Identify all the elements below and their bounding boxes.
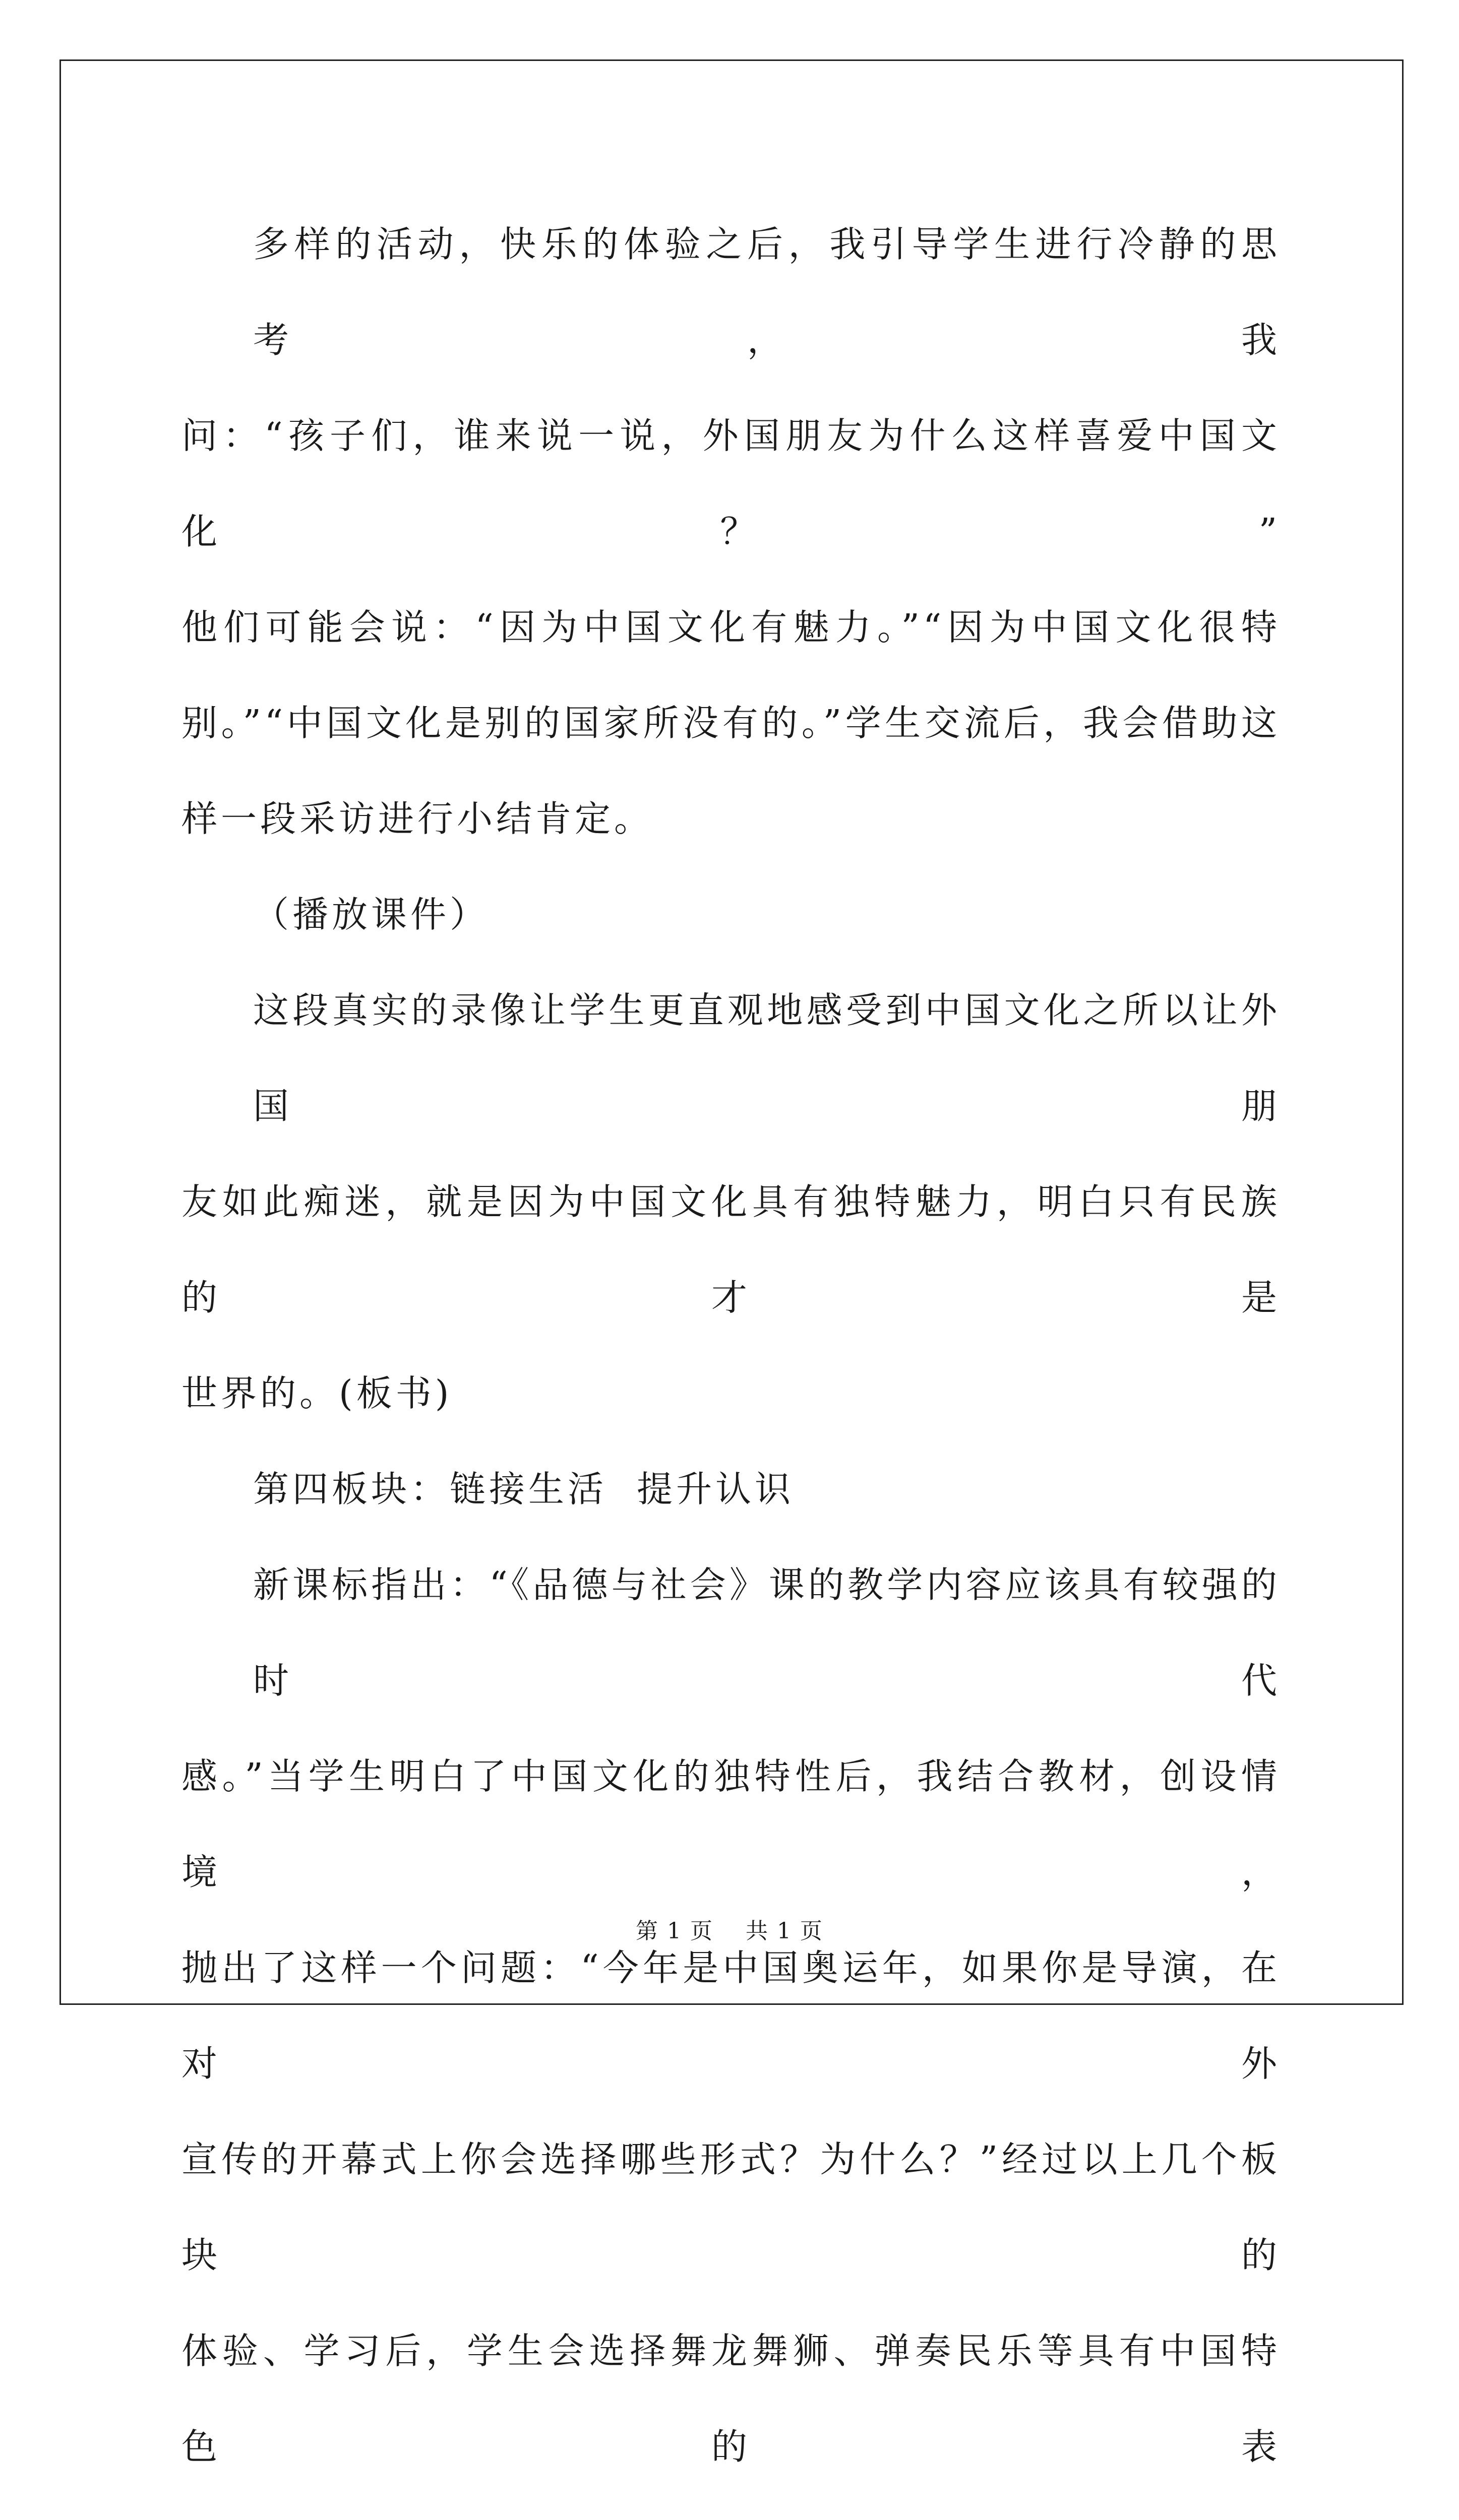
- text-line: （播放课件）: [253, 894, 490, 935]
- text-line: 世界的。(板书): [181, 1372, 453, 1414]
- page-footer: 第 1 页 共 1 页: [636, 1918, 823, 1944]
- text-line: 这段真实的录像让学生更直观地感受到中国文化之所以让外国朋: [253, 989, 1281, 1127]
- section-heading: [181, 1441, 1281, 1537]
- document-body: [181, 197, 1281, 2520]
- paragraph-1: [181, 197, 1281, 867]
- text-line: 友如此痴迷，就是因为中国文化具有独特魅力，明白只有民族的才是: [181, 1181, 1281, 1318]
- text-line: 多样的活动，快乐的体验之后，我引导学生进行冷静的思考，我: [253, 223, 1281, 361]
- text-line: 别。”“中国文化是别的国家所没有的。”学生交流后，我会借助这: [181, 702, 1281, 744]
- text-line: 问：“孩子们，谁来说一说，外国朋友为什么这样喜爱中国文化？”: [181, 415, 1281, 552]
- text-line: 抛出了这样一个问题：“今年是中国奥运年，如果你是导演，在对外: [181, 1947, 1281, 2085]
- text-line: [181, 2495, 1281, 2520]
- text-line: 感。”当学生明白了中国文化的独特性后，我结合教材，创设情境，: [181, 1755, 1281, 1893]
- paragraph-3: [181, 963, 1281, 1441]
- paragraph-2: [181, 867, 1281, 963]
- text-line: 他们可能会说：“因为中国文化有魅力。”“因为中国文化很特: [181, 606, 1281, 648]
- text-line: 样一段采访进行小结肯定。: [181, 798, 654, 840]
- text-line: 体验、学习后，学生会选择舞龙舞狮、弹奏民乐等具有中国特色的表: [181, 2330, 1281, 2468]
- paragraph-5: [181, 1537, 1281, 2520]
- text-line: 宣传的开幕式上你会选择哪些形式？为什么？”经过以上几个板块的: [181, 2138, 1281, 2276]
- text-line: 新课标指出：“《品德与社会》课的教学内容应该具有较强的时代: [253, 1564, 1281, 1702]
- text-line: 第四板块：链接生活 提升认识: [253, 1468, 795, 1510]
